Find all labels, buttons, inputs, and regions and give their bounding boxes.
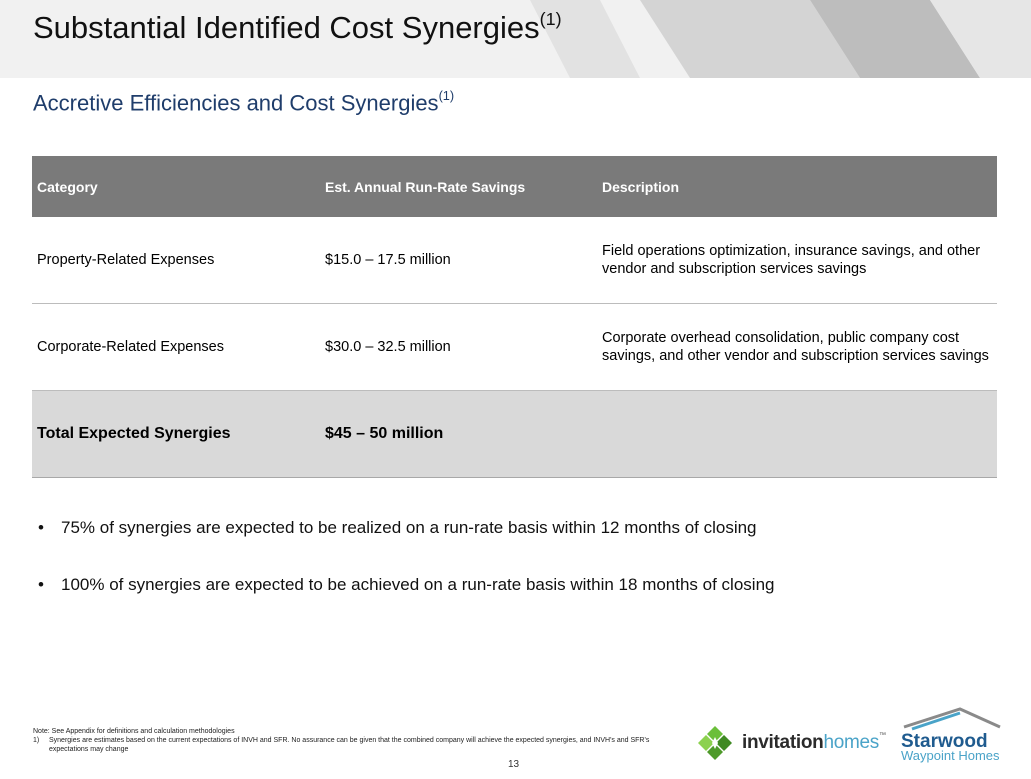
starwood-waypoint-logo	[898, 707, 1002, 763]
row-description: Field operations optimization, insurance savings, and other vendor and subscription services savings	[602, 243, 981, 277]
total-category: Total Expected Synergies	[37, 425, 231, 442]
starwood-wordmark: Starwood	[901, 731, 988, 752]
invitation-homes-logo	[697, 724, 886, 762]
footnote-text: Synergies are estimates based on the current expectations of INVH and SFR. No assurance can be given that the combined company will achieve the expected synergies, and INVH's and SFR's expectations may change	[49, 737, 650, 753]
roof-logo-icon	[902, 707, 1002, 731]
bullet-item	[38, 575, 774, 595]
column-header-category: Category	[37, 178, 98, 195]
green-diamond-logo-icon	[697, 725, 733, 761]
footnotes	[33, 727, 683, 754]
footnote-item	[33, 736, 683, 754]
section-subtitle: Accretive Efficiencies and Cost Synergies$^{(1)}$	[33, 88, 455, 116]
total-row	[32, 391, 997, 478]
footnote-number: 1)	[33, 737, 40, 744]
page-number: 13	[508, 759, 520, 770]
total-savings: $45 – 50 million	[325, 425, 444, 442]
bullet-text: 100% of synergies are expected to be achieved on a run-rate basis within 18 months of closing	[61, 575, 775, 594]
bullet-item	[38, 518, 774, 538]
row-description: Corporate overhead consolidation, public company cost savings, and other vendor and subscription services savings	[602, 330, 989, 364]
bullet-glyph: •	[38, 575, 44, 594]
bullet-list	[38, 518, 774, 595]
page-title: Substantial Identified Cost Synergies$^{(1)}$	[33, 8, 562, 45]
subtitle-footnote-ref: (1)	[438, 88, 455, 103]
row-savings: $30.0 – 32.5 million	[325, 339, 451, 355]
bullet-text: 75% of synergies are expected to be realized on a run-rate basis within 12 months of closing	[61, 518, 757, 537]
synergies-table	[32, 156, 997, 478]
column-header-description: Description	[602, 178, 680, 195]
table-row	[32, 304, 997, 391]
bullet-glyph: •	[38, 518, 44, 537]
waypoint-homes-wordmark: Waypoint Homes	[901, 748, 1000, 763]
table-header-row	[32, 156, 997, 217]
row-category: Property-Related Expenses	[37, 252, 215, 268]
footnote-note: Note: See Appendix for definitions and calculation methodologies	[33, 728, 235, 735]
table-row	[32, 217, 997, 304]
row-savings: $15.0 – 17.5 million	[325, 252, 451, 268]
row-category: Corporate-Related Expenses	[37, 339, 224, 355]
invitation-homes-wordmark: invitationhomes™	[742, 732, 886, 753]
title-footnote-ref: (1)	[539, 8, 562, 29]
column-header-savings: Est. Annual Run-Rate Savings	[325, 178, 526, 195]
